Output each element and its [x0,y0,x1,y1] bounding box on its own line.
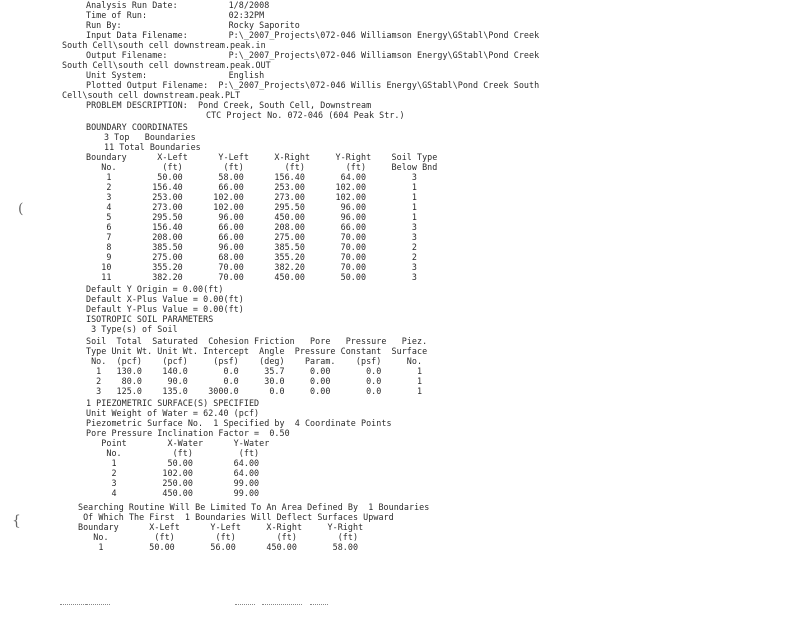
document-text-line: Time of Run: 02:32PM [86,10,265,20]
document-text-line: Boundary X-Left Y-Left X-Right Y-Right [78,522,364,532]
document-text-line: Default Y-Plus Value = 0.00(ft) [86,304,244,314]
document-text-line: No. (ft) (ft) (ft) (ft) Below Bnd [86,162,438,172]
margin-scan-mark: { [12,513,21,529]
document-text-line: Input Data Filename: P:\_2007_Projects\072-046 Williamson Energy\GStabl\Pond Creek [86,30,540,40]
document-text-line: 1 50.00 58.00 156.40 64.00 3 [86,172,417,182]
document-text-line: 2 80.0 90.0 0.0 30.0 0.00 0.0 1 [86,376,423,386]
document-text-line: Unit System: English [86,70,265,80]
document-text-line: 7 208.00 66.00 275.00 70.00 3 [86,232,417,242]
document-text-line: Searching Routine Will Be Limited To An Area Defined By 1 Boundaries [78,502,430,512]
document-text-line: 3 250.00 99.00 [86,478,260,488]
document-text-line: No. (ft) (ft) (ft) (ft) [78,532,359,542]
document-text-line: Plotted Output Filename: P:\_2007_Projects\072-046 Willis Energy\GStabl\Pond Creek South [86,80,540,90]
document-text-line: Boundary X-Left Y-Left X-Right Y-Right Soil Type [86,152,438,162]
footer-scan-artifact [86,604,110,607]
document-text-line: No. (ft) (ft) [86,448,260,458]
document-text-line: 1 PIEZOMETRIC SURFACE(S) SPECIFIED [86,398,260,408]
document-text-line: South Cell\south cell downstream.peak.in [62,40,266,50]
document-text-line: 5 295.50 96.00 450.00 96.00 1 [86,212,417,222]
document-text-line: Cell\south cell downstream.peak.PLT [62,90,241,100]
document-text-line: 3 253.00 102.00 273.00 102.00 1 [86,192,417,202]
document-text-line: Piezometric Surface No. 1 Specified by 4 Coordinate Points [86,418,392,428]
document-text-line: 10 355.20 70.00 382.20 70.00 3 [86,262,417,272]
document-text-line: ISOTROPIC SOIL PARAMETERS [86,314,214,324]
document-text-line: 2 102.00 64.00 [86,468,260,478]
document-text-line: 2 156.40 66.00 253.00 102.00 1 [86,182,417,192]
footer-scan-artifact [310,604,328,607]
document-text-line: No. (pcf) (pcf) (psf) (deg) Param. (psf) No. [86,356,423,366]
document-text-line: Unit Weight of Water = 62.40 (pcf) [86,408,260,418]
document-text-line: CTC Project No. 072-046 (604 Peak Str.) [206,110,405,120]
document-text-line: BOUNDARY COORDINATES [86,122,188,132]
footer-scan-artifact [235,604,255,607]
document-text-line: 3 125.0 135.0 3000.0 0.0 0.00 0.0 1 [86,386,423,396]
document-text-line: 8 385.50 96.00 385.50 70.00 2 [86,242,417,252]
document-text-line: 9 275.00 68.00 355.20 70.00 2 [86,252,417,262]
margin-scan-mark: ( [18,201,24,217]
document-text-line: Soil Total Saturated Cohesion Friction Pore Pressure Piez. [86,336,428,346]
document-text-line: 11 382.20 70.00 450.00 50.00 3 [86,272,417,282]
document-text-line: Output Filename: P:\_2007_Projects\072-046 Williamson Energy\GStabl\Pond Creek [86,50,540,60]
document-text-line: 1 130.0 140.0 0.0 35.7 0.00 0.0 1 [86,366,423,376]
document-text-line: South Cell\south cell downstream.peak.OUT [62,60,271,70]
document-text-line: Analysis Run Date: 1/8/2008 [86,0,270,10]
document-text-line: Type Unit Wt. Unit Wt. Intercept Angle Pressure Constant Surface [86,346,428,356]
document-text-line: Default X-Plus Value = 0.00(ft) [86,294,244,304]
document-text-line: 3 Top Boundaries [104,132,196,142]
document-text-line: 4 273.00 102.00 295.50 96.00 1 [86,202,417,212]
document-text-line: Pore Pressure Inclination Factor = 0.50 [86,428,290,438]
document-text-line: 11 Total Boundaries [104,142,201,152]
document-text-line: PROBLEM DESCRIPTION: Pond Creek, South Cell, Downstream [86,100,372,110]
document-text-line: 4 450.00 99.00 [86,488,260,498]
document-text-line: Of Which The First 1 Boundaries Will Deflect Surfaces Upward [78,512,394,522]
document-text-line: 6 156.40 66.00 208.00 66.00 3 [86,222,417,232]
document-text-line: Run By: Rocky Saporito [86,20,300,30]
document-text-line: 1 50.00 64.00 [86,458,260,468]
document-text-line: 1 50.00 56.00 450.00 58.00 [78,542,359,552]
document-text-line: Point X-Water Y-Water [86,438,270,448]
document-text-line: Default Y Origin = 0.00(ft) [86,284,224,294]
document-text-line: 3 Type(s) of Soil [86,324,178,334]
footer-scan-artifact [262,604,302,607]
